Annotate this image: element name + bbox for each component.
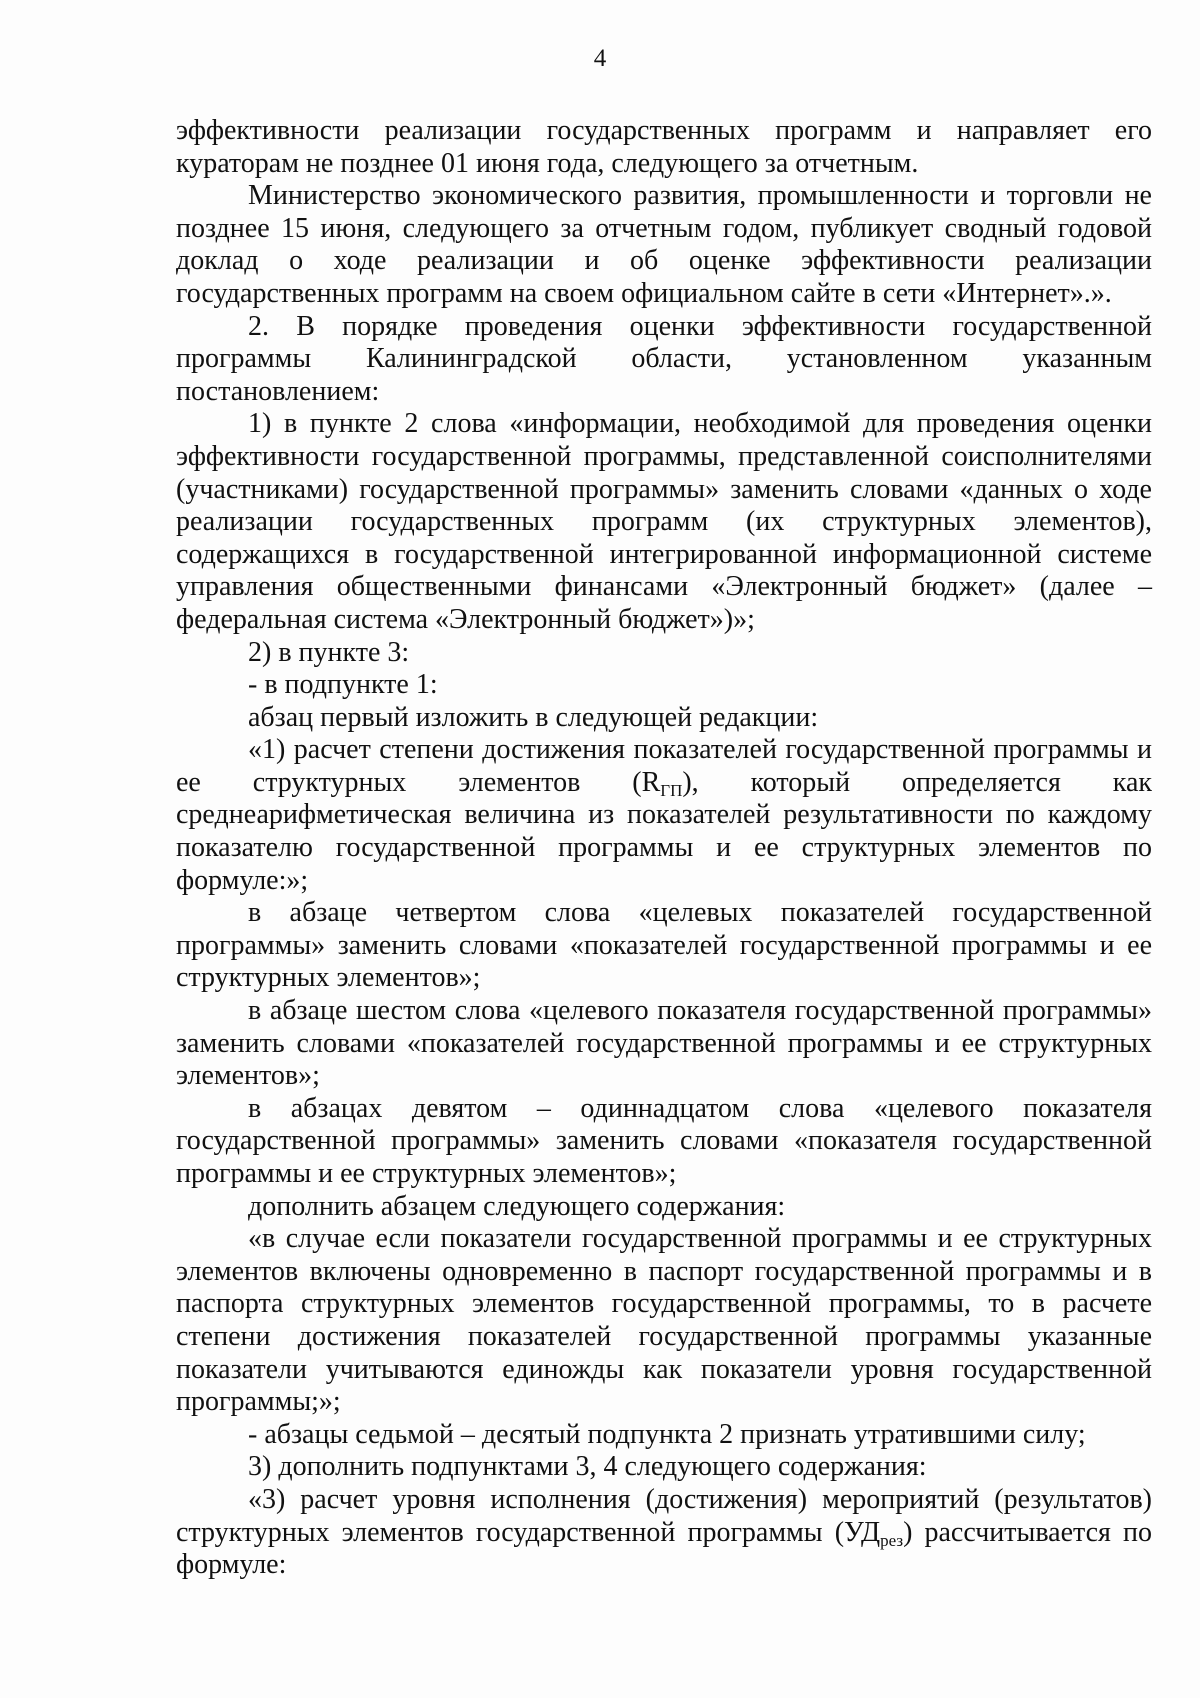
document-body bbox=[176, 115, 1152, 1582]
paragraph-abzac-6: в абзаце шестом слова «целевого показателя государственной программы» заменить словами «показателей государственной программы и ее структурных элементов»; bbox=[176, 995, 1152, 1092]
paragraph-subitem-2: 2) в пункте 3: bbox=[248, 636, 410, 668]
paragraph-formula-rgp bbox=[176, 734, 1152, 897]
paragraph-continuation: эффективности реализации государственных программ и направляет его кураторам не позднее 01 июня года, следующего за отчетным. bbox=[176, 115, 1152, 179]
paragraph-add-abzac: дополнить абзацем следующего содержания: bbox=[248, 1190, 786, 1222]
formula-rgp-subscript: ГП bbox=[660, 780, 683, 800]
formula-rgp-text-before: «1) расчет степени достижения показателей государственной программы и ее структурных элементов (R bbox=[176, 734, 1152, 798]
formula-rgp-text-after: ), который определяется как среднеарифметическая величина из показателей результативности по каждому показателю государственной программы и ее структурных элементов по формуле:»; bbox=[176, 766, 1152, 896]
paragraph-item-2: 2. В порядке проведения оценки эффективности государственной программы Калининградской области, установленном указанным постановлением: bbox=[176, 310, 1152, 407]
paragraph-first-abzac: абзац первый изложить в следующей редакции: bbox=[248, 701, 819, 733]
paragraph-ministry-report: Министерство экономического развития, промышленности и торговли не позднее 15 июня, следующего за отчетным годом, публикует сводный годовой доклад о ходе реализации и об оценке эффективности реализации государственных программ на своем официальном сайте в сети «Интернет».». bbox=[176, 180, 1152, 309]
paragraph-new-abzac-text: «в случае если показатели государственной программы и ее структурных элементов включены одновременно в паспорт государственной программы и в паспорта структурных элементов государственной программы, то в расчете степени достижения показателей государственной программы указанные показатели учитываются единожды как показатели уровня государственной программы;»; bbox=[176, 1223, 1152, 1418]
page-number: 4 bbox=[593, 45, 607, 72]
paragraph-abzac-4: в абзаце четвертом слова «целевых показателей государственной программы» заменить словами «показателей государственной программы и ее структурных элементов»; bbox=[176, 897, 1152, 994]
paragraph-formula-udrez bbox=[176, 1484, 1152, 1582]
formula-udrez-subscript: рез bbox=[880, 1530, 904, 1550]
paragraph-subitem-3: 3) дополнить подпунктами 3, 4 следующего содержания: bbox=[248, 1451, 927, 1483]
paragraph-abzac-7-10-void: - абзацы седьмой – десятый подпункта 2 признать утратившими силу; bbox=[248, 1418, 1086, 1450]
paragraph-subpoint-1: - в подпункте 1: bbox=[248, 669, 438, 701]
paragraph-subitem-1: 1) в пункте 2 слова «информации, необходимой для проведения оценки эффективности государственной программы, представленной соисполнителями (участниками) государственной программы» заменить словами «данных о ходе реализации государственных программ (их структурных элементов), содержащихся в государственной интегрированной информационной системе управления общественными финансами «Электронный бюджет» (далее – федеральная система «Электронный бюджет»)»; bbox=[176, 408, 1152, 635]
formula-udrez-text-after: ) рассчитывается по формуле: bbox=[176, 1516, 1152, 1581]
paragraph-abzac-9-11: в абзацах девятом – одиннадцатом слова «целевого показателя государственной программы» заменить словами «показателя государственной программы и ее структурных элементов»; bbox=[176, 1092, 1152, 1189]
formula-udrez-text-before: «3) расчет уровня исполнения (достижения) мероприятий (результатов) структурных элементов государственной программы (УД bbox=[176, 1483, 1152, 1548]
